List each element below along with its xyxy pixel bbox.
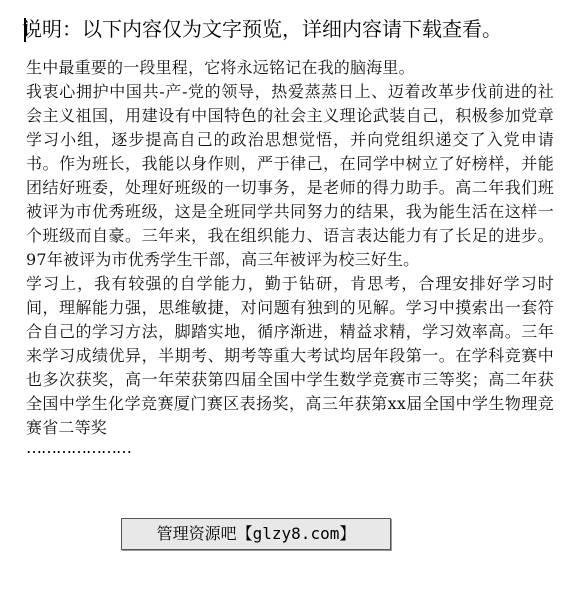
source-watermark-box: 管理资源吧【glzy8.com】 <box>121 518 391 550</box>
paragraph: 我衷心拥护中国共-产-党的领导，热爱蒸蒸日上、迈着改革步伐前进的社会主义祖国，用建设有中国特色的社会主义理论武装自己，积极参加党章学习小组，逐步提高自己的政治思想觉悟，并向党组织递交了入党申请书。作为班长，我能以身作则，严于律己，在同学中树立了好榜样，并能团结好班委，处理好班级的一切事务，是老师的得力助手。高二年我们班被评为市优秀班级，这是全班同学共同努力的结果，我为能生活在这样一个班级而自豪。三年来，我在组织能力、语言表达能力有了长足的进步。97年被评为市优秀学生干部，高三年被评为校三好生。 <box>26 82 554 269</box>
ellipsis-dots: ………………… <box>26 438 131 457</box>
paragraph: 学习上，我有较强的自学能力，勤于钻研，肯思考，合理安排好学习时间，理解能力强，思维敏捷，对问题有独到的见解。学习中摸索出一套符合自己的学习方法，脚踏实地，循序渐进，精益求精，学习效率高。三年来学习成绩优异，半期考、期考等重大考试均居年段第一。在学科竞赛中也多次获奖，高一年荣获第四届全国中学生数学竞赛市三等奖；高二年获全国中学生化学竞赛厦门赛区表扬奖，高三年获第xx届全国中学生物理竞赛省二等奖 <box>26 274 554 437</box>
paragraph: 生中最重要的一段里程，它将永远铭记在我的脑海里。 <box>26 58 415 77</box>
preview-notice: 说明：以下内容仅为文字预览，详细内容请下载查看。 <box>22 17 502 41</box>
document-body <box>26 56 554 456</box>
